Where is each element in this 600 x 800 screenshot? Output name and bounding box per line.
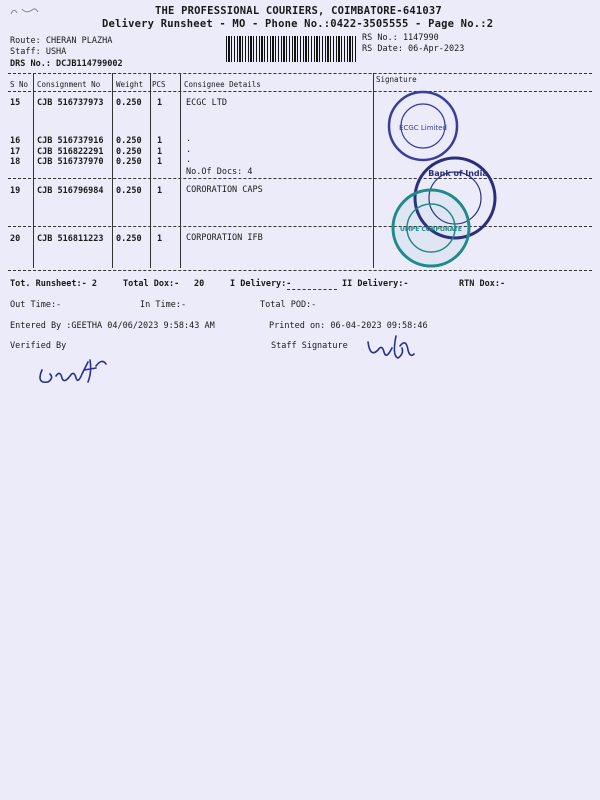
i-delivery-blank [287,289,337,290]
header-consignee: Consignee Details [184,80,261,89]
runsheet-subtitle: Delivery Runsheet - MO - Phone No.:0422-3505555 - Page No.:2 [102,18,494,30]
stamp-text: ECGC Limited [399,124,447,132]
i-delivery: I Delivery:- [230,279,292,289]
row-weight: 0.250 [116,98,142,108]
row-weight: 0.250 [116,147,142,157]
row-consignee: . [186,134,192,144]
out-time: Out Time:- [10,300,62,310]
stamp-text: UMPE CORPORATE [399,226,463,233]
ii-delivery: II Delivery:- [342,279,409,289]
row-sno: 20 [10,234,21,244]
drs-number: DRS No.: DCJB114799002 [10,59,123,69]
row-consignee: . [186,155,192,165]
umpe-stamp [393,190,469,266]
row-consignment: CJB 516737970 [37,157,104,167]
row-consignee: CORORATION CAPS [186,185,263,195]
verifier-signature [30,348,120,393]
rs-number: RS No.: 1147990 [362,33,439,43]
in-time: In Time:- [140,300,187,310]
staff-signature-label: Staff Signature [271,341,348,351]
route-label: Route: CHERAN PLAZHA [10,36,113,46]
staff-label: Staff: USHA [10,47,67,57]
row-consignment: CJB 516737916 [37,136,104,146]
row-pcs: 1 [157,136,163,146]
row-sno: 16 [10,136,21,146]
col-divider [150,73,151,268]
rtn-dox: RTN Dox:- [459,279,506,289]
header-pcs: PCS [152,80,166,89]
barcode [226,36,356,62]
header-signature: Signature [376,75,417,84]
tot-runsheet: Tot. Runsheet:- 2 [10,279,97,289]
row-pcs: 1 [157,186,163,196]
header-sno: S No [10,80,29,89]
stamp-text: Bank of India [428,169,488,178]
rs-date: RS Date: 06-Apr-2023 [362,44,465,54]
row-consignment: CJB 516811223 [37,234,104,244]
table-top-rule [8,73,592,74]
printed-on: Printed on: 06-04-2023 09:58:46 [269,321,428,331]
col-divider [112,73,113,268]
row-consignee: ECGC LTD [186,98,227,108]
table-header-rule [8,91,592,92]
row-pcs: 1 [157,147,163,157]
staff-signature [362,330,422,370]
row-pcs: 1 [157,157,163,167]
row-sno: 15 [10,98,21,108]
company-title: THE PROFESSIONAL COURIERS, COIMBATORE-641037 [155,5,442,17]
col-divider [180,73,181,268]
row-consignee: . [186,145,192,155]
header-weight: Weight [116,80,144,89]
total-dox-label: Total Dox:- [123,279,180,289]
row-divider [8,178,592,179]
pencil-mark [8,4,48,18]
row-sno: 17 [10,147,21,157]
row-pcs: 1 [157,234,163,244]
row-weight: 0.250 [116,234,142,244]
header-consignment: Consignment No [37,80,101,89]
row-consignment: CJB 516737973 [37,98,104,108]
rubber-stamps [383,86,498,276]
row-consignee: CORPORATION IFB [186,233,263,243]
row-weight: 0.250 [116,157,142,167]
col-divider [33,73,34,268]
ecgc-stamp [389,92,457,160]
row-weight: 0.250 [116,136,142,146]
table-bottom-rule [8,270,592,271]
row-consignment: CJB 516822291 [37,147,104,157]
row-sno: 19 [10,186,21,196]
entered-by: Entered By :GEETHA 04/06/2023 9:58:43 AM [10,321,215,331]
row-divider [8,226,592,227]
total-pod: Total POD:- [260,300,317,310]
total-dox-value: 20 [194,279,205,289]
no-of-docs: No.Of Docs: 4 [186,167,253,177]
verified-by: Verified By [10,341,67,351]
col-divider [373,73,374,268]
row-consignment: CJB 516796984 [37,186,104,196]
row-weight: 0.250 [116,186,142,196]
row-sno: 18 [10,157,21,167]
row-pcs: 1 [157,98,163,108]
